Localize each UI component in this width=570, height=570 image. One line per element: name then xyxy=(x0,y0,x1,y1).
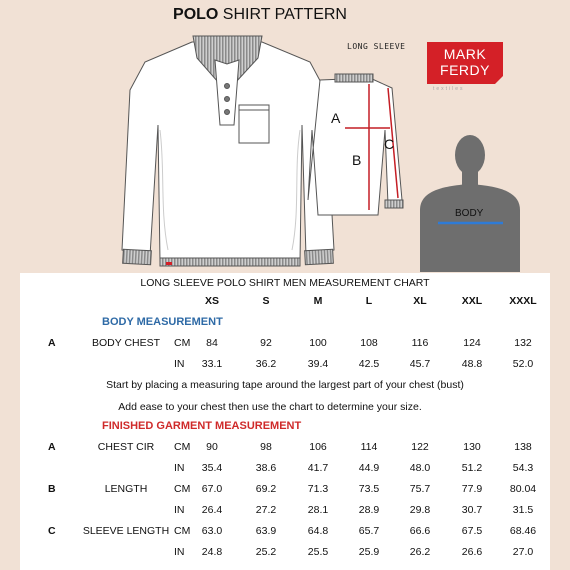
cell-value: 28.9 xyxy=(358,504,380,516)
cell-value: 24.8 xyxy=(201,546,223,558)
cell-value: 63.0 xyxy=(201,525,223,537)
cell-value: 71.3 xyxy=(307,483,329,495)
cell-value: 68.46 xyxy=(509,525,537,537)
logo-line1: MARK xyxy=(443,46,487,62)
cell-value: 84 xyxy=(206,337,218,349)
row-letter: C xyxy=(48,525,56,537)
cell-value: 27.0 xyxy=(512,546,534,558)
row-letter: A xyxy=(48,441,56,453)
cell-value: 73.5 xyxy=(358,483,380,495)
note-1: Start by placing a measuring tape around the largest part of your chest (bust) xyxy=(106,379,464,391)
unit-label: CM xyxy=(174,525,191,537)
measurement-chart xyxy=(20,273,550,570)
row-label: CHEST CIR xyxy=(97,441,155,453)
cell-value: 36.2 xyxy=(255,358,277,370)
cell-value: 100 xyxy=(309,337,327,349)
cell-value: 132 xyxy=(514,337,532,349)
unit-label: CM xyxy=(174,337,191,349)
cell-value: 44.9 xyxy=(358,462,380,474)
body-label: BODY xyxy=(455,208,484,219)
cell-value: 26.2 xyxy=(409,546,431,558)
cell-value: 116 xyxy=(411,337,429,349)
cell-value: 26.6 xyxy=(461,546,483,558)
cell-value: 108 xyxy=(360,337,378,349)
cell-value: 124 xyxy=(463,337,481,349)
cell-value: 69.2 xyxy=(255,483,277,495)
cell-value: 130 xyxy=(463,441,481,453)
subtitle: LONG SLEEVE xyxy=(347,42,406,51)
body-figure xyxy=(420,135,520,272)
row-letter: A xyxy=(48,337,56,349)
cell-value: 65.7 xyxy=(358,525,380,537)
unit-label: IN xyxy=(174,358,185,370)
unit-label: CM xyxy=(174,483,191,495)
cell-value: 138 xyxy=(514,441,532,453)
cell-value: 25.5 xyxy=(307,546,329,558)
chart-title: LONG SLEEVE POLO SHIRT MEN MEASUREMENT CHART xyxy=(140,277,430,289)
size-header: XXXL xyxy=(509,295,537,307)
logo-line2: FERDY xyxy=(440,62,490,78)
cell-value: 29.8 xyxy=(409,504,431,516)
row-label: LENGTH xyxy=(104,483,148,495)
cell-value: 122 xyxy=(411,441,429,453)
cell-value: 30.7 xyxy=(461,504,483,516)
cell-value: 67.5 xyxy=(461,525,483,537)
label-b: B xyxy=(352,152,362,168)
cell-value: 75.7 xyxy=(409,483,431,495)
cell-value: 42.5 xyxy=(358,358,380,370)
cell-value: 38.6 xyxy=(255,462,277,474)
cell-value: 41.7 xyxy=(307,462,329,474)
cell-value: 98 xyxy=(260,441,272,453)
cell-value: 66.6 xyxy=(409,525,431,537)
size-header: XXL xyxy=(461,295,483,307)
body-section-heading: BODY MEASUREMENT xyxy=(102,316,223,328)
cell-value: 106 xyxy=(309,441,327,453)
cell-value: 51.2 xyxy=(461,462,483,474)
cell-value: 54.3 xyxy=(512,462,534,474)
row-letter: B xyxy=(48,483,56,495)
cell-value: 28.1 xyxy=(307,504,329,516)
title-bold: POLO xyxy=(173,6,219,23)
cell-value: 92 xyxy=(260,337,272,349)
polo-front-drawing xyxy=(122,36,334,266)
row-label: BODY CHEST xyxy=(91,337,161,349)
size-header: XS xyxy=(204,295,219,307)
size-header: S xyxy=(262,295,270,307)
logo-tagline: textiles xyxy=(433,86,465,92)
cell-value: 64.8 xyxy=(307,525,329,537)
cell-value: 90 xyxy=(206,441,218,453)
title-rest: SHIRT PATTERN xyxy=(218,6,347,23)
size-header: L xyxy=(365,295,373,307)
cell-value: 26.4 xyxy=(201,504,223,516)
size-header: M xyxy=(313,295,323,307)
cell-value: 52.0 xyxy=(512,358,534,370)
row-label: SLEEVE LENGTH xyxy=(82,525,170,537)
unit-label: CM xyxy=(174,441,191,453)
cell-value: 48.8 xyxy=(461,358,483,370)
cell-value: 80.04 xyxy=(509,483,537,495)
cell-value: 67.0 xyxy=(201,483,223,495)
illustration xyxy=(0,0,570,272)
cell-value: 25.2 xyxy=(255,546,277,558)
cell-value: 77.9 xyxy=(461,483,483,495)
note-2: Add ease to your chest then use the chart to determine your size. xyxy=(118,401,422,413)
cell-value: 27.2 xyxy=(255,504,277,516)
cell-value: 45.7 xyxy=(409,358,431,370)
cell-value: 48.0 xyxy=(409,462,431,474)
cell-value: 25.9 xyxy=(358,546,380,558)
tag-mark xyxy=(166,262,172,265)
cell-value: 63.9 xyxy=(255,525,277,537)
unit-label: IN xyxy=(174,504,185,516)
unit-label: IN xyxy=(174,462,185,474)
garment-section-heading: FINISHED GARMENT MEASUREMENT xyxy=(102,420,302,432)
cell-value: 33.1 xyxy=(201,358,223,370)
size-header: XL xyxy=(413,295,427,307)
cell-value: 31.5 xyxy=(512,504,534,516)
label-a: A xyxy=(331,110,341,126)
unit-label: IN xyxy=(174,546,185,558)
cell-value: 39.4 xyxy=(307,358,329,370)
label-c: C xyxy=(384,136,395,152)
cell-value: 114 xyxy=(360,441,378,453)
cell-value: 35.4 xyxy=(201,462,223,474)
